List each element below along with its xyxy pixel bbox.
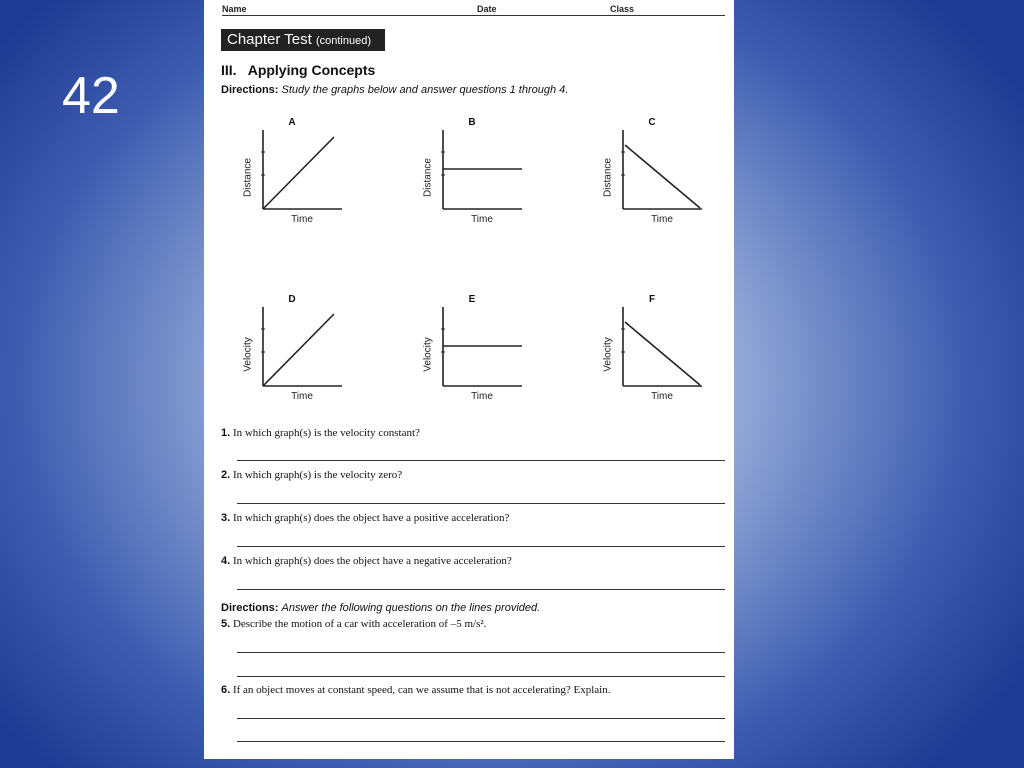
graph-y-label: Distance [602, 158, 614, 197]
graph-d [242, 294, 342, 404]
question-text: Describe the motion of a car with acceleration of –5 m/s². [232, 618, 487, 630]
graph-title: F [648, 294, 656, 305]
graph-f [602, 294, 702, 404]
graph-title: A [288, 117, 296, 128]
question-number: 4. [221, 555, 231, 567]
question-5 [221, 618, 486, 630]
graph-x-label: Time [651, 214, 673, 225]
question-2 [221, 469, 402, 481]
graph-a [242, 117, 342, 227]
graph-x-label: Time [471, 391, 493, 402]
graph-plot [422, 294, 522, 394]
answer-line-5b[interactable] [237, 676, 725, 677]
graph-plot [242, 117, 342, 217]
answer-line-1[interactable] [237, 460, 725, 461]
graph-line [263, 314, 334, 386]
chapter-test-title: Chapter Test [227, 31, 312, 48]
question-number: 2. [221, 469, 231, 481]
name-label: Name [222, 4, 247, 14]
question-number: 3. [221, 512, 231, 524]
graph-y-label: Velocity [422, 337, 434, 372]
graph-title: E [468, 294, 476, 305]
graph-plot [602, 294, 702, 394]
answer-line-3[interactable] [237, 546, 725, 547]
question-text: In which graph(s) is the velocity zero? [232, 469, 403, 481]
question-number: 1. [221, 427, 231, 439]
graph-y-label: Distance [422, 158, 434, 197]
graph-line [625, 145, 700, 208]
directions-label: Directions: [221, 84, 279, 96]
graph-title: B [468, 117, 476, 128]
class-label: Class [610, 4, 635, 14]
graph-y-label: Velocity [242, 337, 254, 372]
directions-graphs [221, 84, 568, 96]
question-text: In which graph(s) does the object have a positive acceleration? [232, 512, 510, 524]
graph-line [263, 137, 334, 209]
graph-e [422, 294, 522, 404]
directions-label: Directions: [221, 602, 279, 614]
slide-number: 42 [62, 67, 120, 125]
directions-written [221, 602, 540, 614]
graph-y-label: Distance [242, 158, 254, 197]
question-text: If an object moves at constant speed, can we assume that is not accelerating? Explain. [232, 684, 611, 696]
graph-title: D [288, 294, 296, 305]
graph-plot [602, 117, 702, 217]
answer-line-4[interactable] [237, 589, 725, 590]
graph-plot [422, 117, 522, 217]
directions-text: Answer the following questions on the lines provided. [281, 602, 541, 614]
question-1 [221, 427, 420, 439]
answer-line-6a[interactable] [237, 718, 725, 719]
question-6 [221, 684, 610, 696]
answer-line-5a[interactable] [237, 652, 725, 653]
chapter-test-subtitle: (continued) [315, 35, 371, 47]
date-label: Date [477, 4, 497, 14]
graph-title: C [648, 117, 656, 128]
graph-x-label: Time [291, 391, 313, 402]
question-text: In which graph(s) does the object have a negative acceleration? [232, 555, 512, 567]
header-rule [222, 15, 725, 16]
directions-text: Study the graphs below and answer questions 1 through 4. [281, 84, 569, 96]
graph-c [602, 117, 702, 227]
graph-b [422, 117, 522, 227]
answer-line-6b[interactable] [237, 741, 725, 742]
question-number: 6. [221, 684, 231, 696]
graph-line [625, 322, 700, 385]
question-4 [221, 555, 512, 567]
answer-line-2[interactable] [237, 503, 725, 504]
graph-x-label: Time [471, 214, 493, 225]
graph-y-label: Velocity [602, 337, 614, 372]
chapter-test-banner [221, 29, 385, 51]
question-3 [221, 512, 509, 524]
question-text: In which graph(s) is the velocity constant? [232, 427, 420, 439]
question-number: 5. [221, 618, 231, 630]
graph-x-label: Time [291, 214, 313, 225]
worksheet-page [204, 0, 734, 759]
graph-plot [242, 294, 342, 394]
section-heading: III. Applying Concepts [221, 62, 376, 78]
graph-x-label: Time [651, 391, 673, 402]
